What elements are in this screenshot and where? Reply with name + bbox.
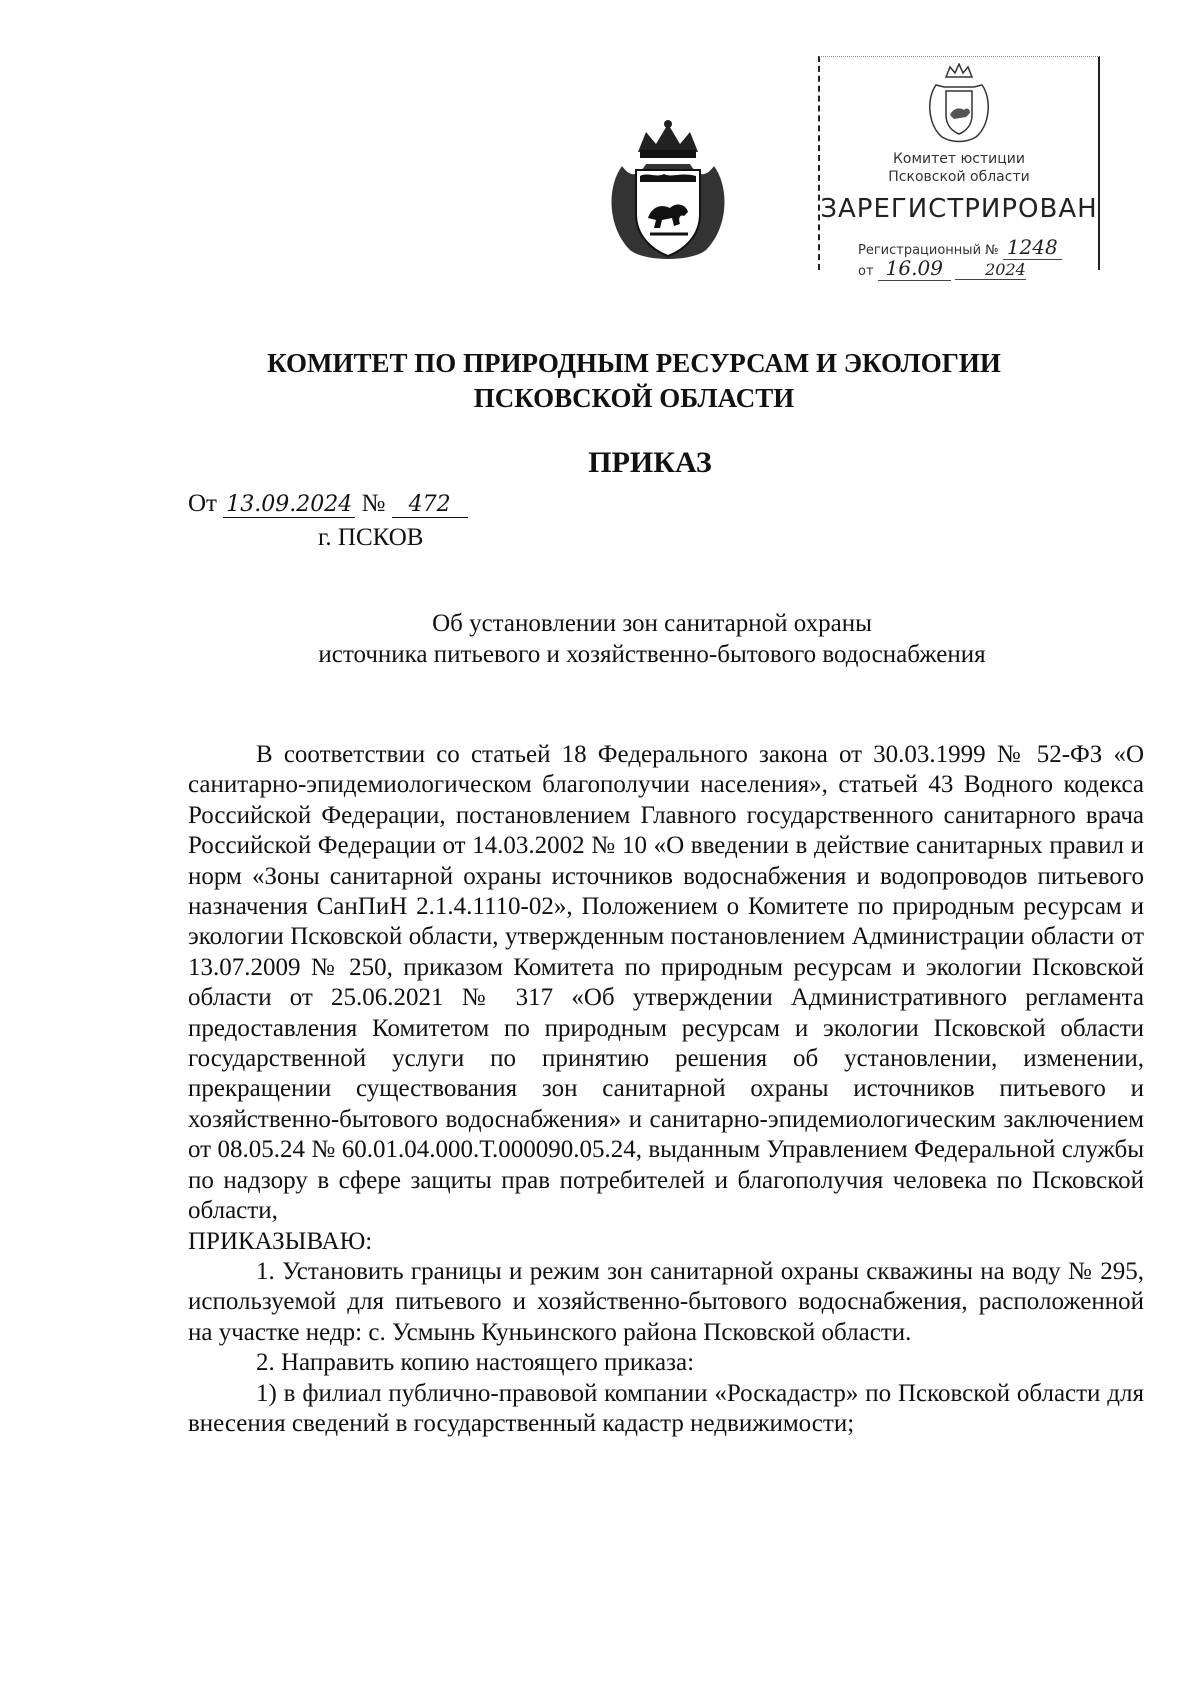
order-date: 13.09.2024 [223,492,355,518]
stamp-reg-date: 16.09 [878,256,951,281]
preamble-paragraph: В соответствии со статьей 18 Федерального закона от 30.03.1999 № 52-ФЗ «О санитарно-эпидемиологическом благополучии населения», статьей 43 Водного кодекса Российской Федерации, постановлением Главного государственного санитарного врача Российской Федерации от 14.03.2002 № 10 «О введении в действие санитарных правил и норм «Зоны санитарной охраны источников водоснабжения и водопроводов питьевого назначения СанПиН 2.1.4.1110-02», Положением о Комитете по природным ресурсам и экологии Псковской области, утвержденным постановлением Администрации области от 13.07.2009 № 250, приказом Комитета по природным ресурсам и экологии Псковской области от 25.06.2021 № 317 «Об утверждении Административного регламента предоставления Комитетом по природным ресурсам и экологии Псковской области государственной услуги по принятию решения об установлении, изменении, прекращении существования зон санитарной охраны источников питьевого и хозяйственно-бытового водоснабжения» и санитарно-эпидемиологическим заключением от 08.05.24 № 60.01.04.000.Т.000090.05.24, выданным Управлением Федеральной службы по надзору в сфере защиты прав потребителей и благополучия человека по Псковской области, [188,741,1144,1225]
document-type: ПРИКАЗ [588,446,712,479]
item-2-paragraph: 2. Направить копию настоящего приказа: [256,1349,695,1377]
organization-title-line1: КОМИТЕТ ПО ПРИРОДНЫМ РЕСУРСАМ И ЭКОЛОГИИ [267,348,1001,378]
stamp-reg-number-label: Регистрационный № [858,243,999,258]
order-subject [150,608,1154,670]
number-label: № [361,490,386,517]
stamp-from-label: от [858,264,874,279]
stamp-registered-label: ЗАРЕГИСТРИРОВАН [820,194,1098,224]
coat-of-arms-icon [600,118,736,266]
stamp-emblem-icon [924,63,994,145]
item-2-1-paragraph: 1) в филиал публично-правовой компании «Роскадастр» по Псковской области для внесения сведений в государственный кадастр недвижимости; [188,1379,1144,1437]
order-subject-line1: Об установлении зон санитарной охраны [432,610,872,637]
stamp-authority-line2: Псковской области [888,169,1030,185]
organization-title [150,346,1118,416]
order-subject-line2: источника питьевого и хозяйственно-бытового водоснабжения [318,641,986,668]
order-number: 472 [392,492,468,518]
item-1-paragraph: 1. Установить границы и режим зон санитарной охраны скважины на воду № 295, используемой для питьевого и хозяйственно-бытового водоснабжения, расположенной на участке недр: с. Усмынь Куньинского района Псковской области. [188,1257,1144,1346]
order-date-number-line [188,490,468,518]
stamp-reg-number: 1248 [1003,235,1062,260]
stamp-authority-line1: Комитет юстиции [892,151,1025,167]
order-command: ПРИКАЗЫВАЮ: [188,1227,373,1255]
stamp-date-row [858,256,1026,281]
city-label: г. ПСКОВ [318,524,424,551]
from-label: От [188,490,217,517]
stamp-reg-year: 2024 [955,260,1026,280]
organization-title-line2: ПСКОВСКОЙ ОБЛАСТИ [473,383,795,413]
registration-stamp [818,56,1100,280]
order-body [188,740,1144,1439]
